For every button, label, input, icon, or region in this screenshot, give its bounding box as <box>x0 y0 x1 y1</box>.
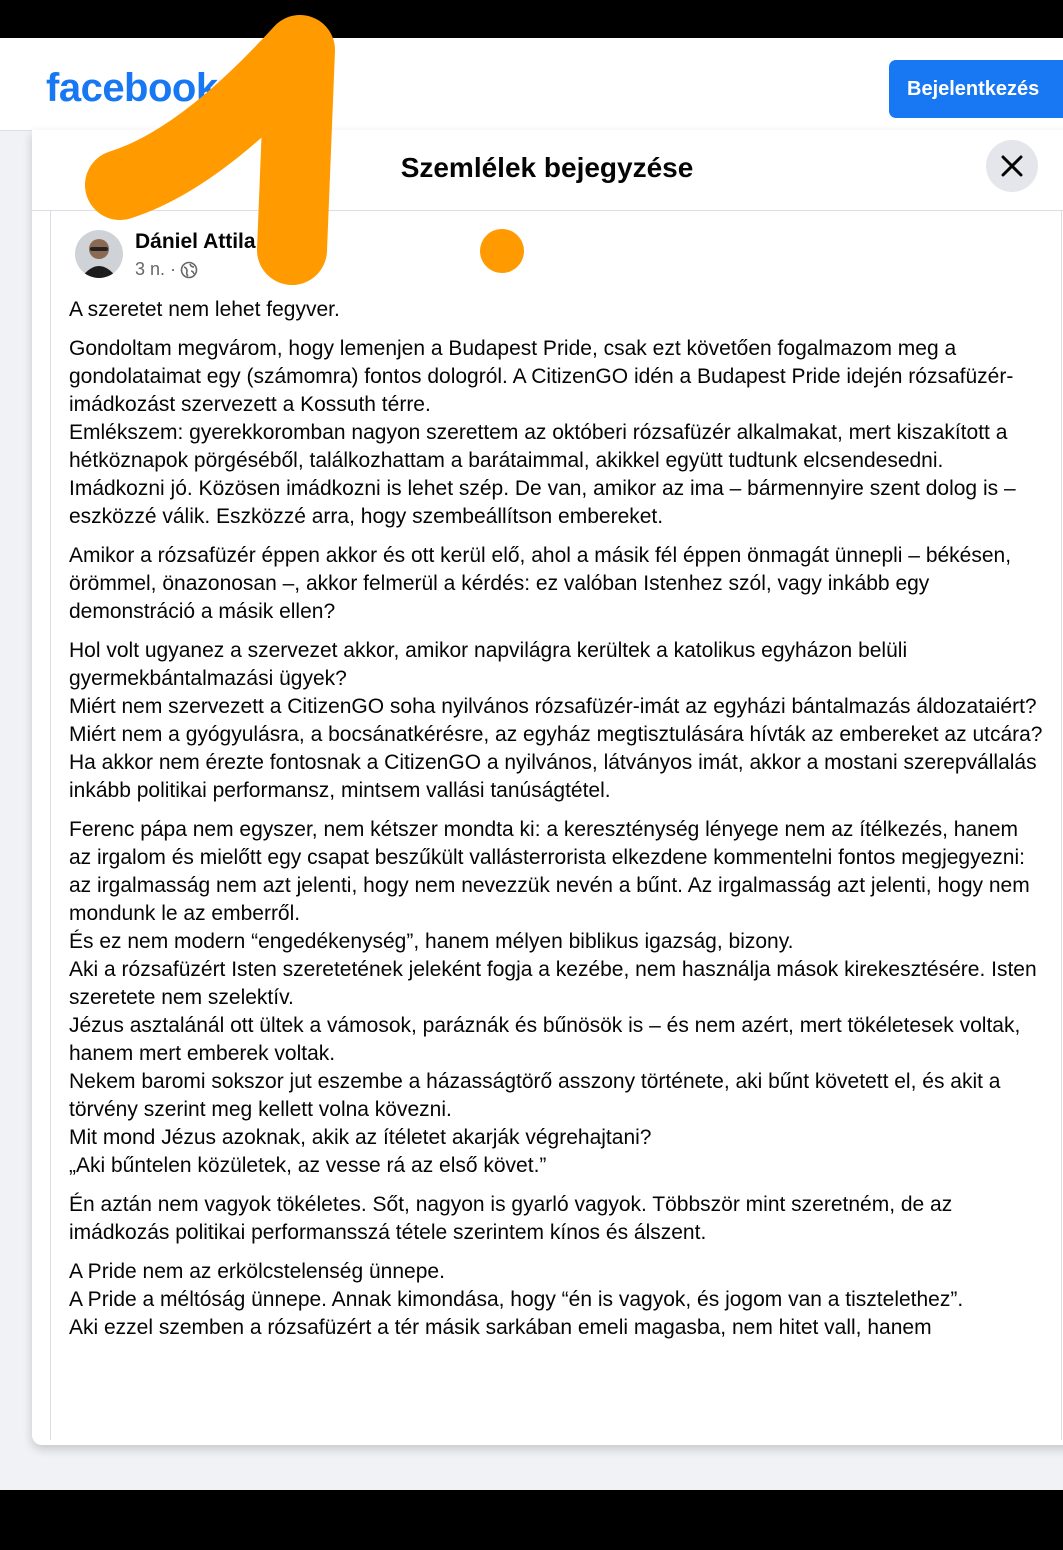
post-line: És ez nem modern “engedékenység”, hanem mélyen biblikus igazság, bizony. <box>69 930 794 953</box>
post-line: A Pride nem az erkölcstelenség ünnepe. <box>69 1260 445 1283</box>
post-meta <box>135 259 198 280</box>
post-paragraph <box>69 637 1044 805</box>
post-line: Ha akkor nem érezte fontosnak a CitizenGO a nyilvános, látványos imát, akkor a mostani szerepvállalás inkább politikai performansz, mintsem vallási tanúságtétel. <box>69 751 1037 802</box>
screen <box>0 38 1063 1490</box>
post-line: Gondoltam megvárom, hogy lemenjen a Budapest Pride, csak ezt követően fogalmazom meg a gondolataimat egy (számomra) fontos dologról. A CitizenGO idén a Budapest Pride idején rózsafüzér-imádkozást szervezett a Kossuth térre. <box>69 337 1014 416</box>
post-author[interactable]: Dániel Attila <box>135 230 256 253</box>
post-line: A Pride a méltóság ünnepe. Annak kimondása, hogy “én is vagyok, és jogom van a tisztelethez”. <box>69 1288 964 1311</box>
post-line: Aki ezzel szemben a rózsafüzért a tér másik sarkában emeli magasba, nem hitet vall, hanem <box>69 1316 932 1339</box>
post-line: „Aki bűntelen közületek, az vesse rá az első követ.” <box>69 1154 547 1177</box>
modal-title: Szemlélek bejegyzése <box>400 152 694 183</box>
top-bar <box>0 38 1063 131</box>
post-paragraph <box>69 1191 1044 1247</box>
avatar[interactable] <box>75 230 123 278</box>
post-line: Ferenc pápa nem egyszer, nem kétszer mondta ki: a kereszténység lényege nem az ítélkezés, hanem az irgalom és mielőtt egy csapat beszűkült vallásterrorista elkezdene kommentelni fontos megjegyezni: az irgalmasság nem azt jelenti, hogy nem nevezzük nevén a bűnt. Az irgalmasság azt jelenti, hogy nem mondunk le az emberről. <box>69 818 1030 925</box>
post-line: Emlékszem: gyerekkoromban nagyon szerettem az októberi rózsafüzér alkalmakat, mert kiszakított a hétköznapok pörgéséből, találkozhattam a barátaimmal, akikkel együtt tudtunk elcsendesedni. <box>69 421 1008 472</box>
close-icon <box>1000 154 1024 178</box>
post-paragraph <box>69 816 1044 1180</box>
post-paragraph <box>69 296 1044 324</box>
post-paragraph <box>69 335 1044 531</box>
post-line: Jézus asztalánál ott ültek a vámosok, paráznák és bűnösök is – és nem azért, mert tökéletesek voltak, hanem mert emberek voltak. <box>69 1014 1021 1065</box>
post-line: Mit mond Jézus azoknak, akik az ítéletet akarják végrehajtani? <box>69 1126 652 1149</box>
post-line: Amikor a rózsafüzér éppen akkor és ott kerül elő, ahol a másik fél éppen önmagát ünnepli – békésen, örömmel, önazonosan –, akkor felmerül a kérdés: ez valóban Istenhez szól, vagy inkább egy demonstráció a másik ellen? <box>69 544 1012 623</box>
post-line: A szeretet nem lehet fegyver. <box>69 298 340 321</box>
post <box>50 210 1062 1440</box>
close-button[interactable] <box>986 140 1038 192</box>
post-line: Miért nem szervezett a CitizenGO soha nyilvános rózsafüzér-imát az egyházi bántalmazás áldozataiért? Miért nem a gyógyulásra, a bocsánatkérésre, az egyház megtisztulására hívták az embereket az utcára? <box>69 695 1043 746</box>
post-paragraph <box>69 1258 1044 1342</box>
post-time[interactable]: 3 n. <box>135 259 166 279</box>
post-line: Én aztán nem vagyok tökéletes. Sőt, nagyon is gyarló vagyok. Többször mint szeretném, de az imádkozás politikai performansszá tétele szerintem kínos és álszent. <box>69 1193 953 1244</box>
globe-icon <box>180 261 198 279</box>
meta-separator: · <box>170 259 177 279</box>
facebook-logo[interactable]: facebook <box>46 66 218 110</box>
post-line: Hol volt ugyanez a szervezet akkor, amikor napvilágra kerültek a katolikus egyházon belüli gyermekbántalmazási ügyek? <box>69 639 908 690</box>
post-paragraph <box>69 542 1044 626</box>
post-line: Imádkozni jó. Közösen imádkozni is lehet szép. De van, amikor az ima – bármennyire szent dolog is – eszközzé válik. Eszközzé arra, hogy szembeállítson embereket. <box>69 477 1016 528</box>
login-button[interactable]: Bejelentkezés <box>889 60 1063 118</box>
post-modal <box>32 130 1063 1445</box>
post-line: Aki a rózsafüzért Isten szeretetének jeleként fogja a kezébe, nem használja mások kirekesztésére. Isten szeretete nem szelektív. <box>69 958 1037 1009</box>
post-line: Nekem baromi sokszor jut eszembe a házasságtörő asszony története, aki bűnt követett el, és akit a törvény szerint meg kellett volna kövezni. <box>69 1070 1001 1121</box>
modal-header <box>32 130 1063 211</box>
post-text <box>69 296 1044 1353</box>
